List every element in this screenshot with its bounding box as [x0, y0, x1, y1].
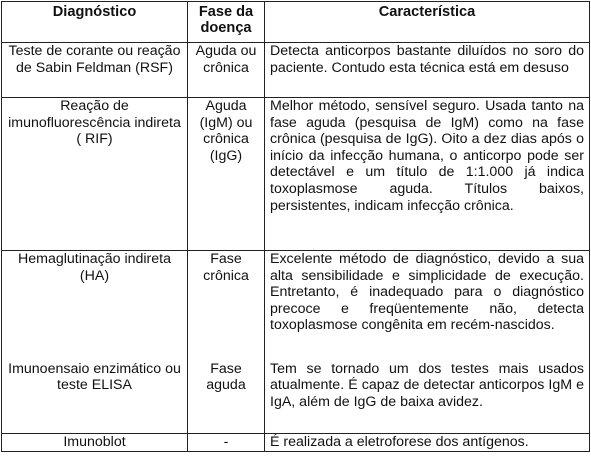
header-caracteristica: Característica [265, 2, 590, 43]
phase-cell: Fase aguda [188, 358, 265, 434]
description-cell: Melhor método, sensível seguro. Usada tanto na fase aguda (pesquisa de IgM) como na fase crônica (pesquisa de IgG). Oito a dez dias após o início da infecção humana, o anticorpo pode ser detectável e um título de 1:1.000 já indica toxoplasmose aguda. Títulos baixos, persistentes, indicam infecção crônica. [265, 98, 590, 251]
description-cell: É realizada a eletroforese dos antígenos. [265, 434, 590, 452]
table-row [2, 434, 590, 452]
table-row [2, 98, 590, 251]
description-cell: Detecta anticorpos bastante diluídos no soro do paciente. Contudo esta técnica está em desuso [265, 43, 590, 98]
table-header-row [2, 2, 590, 43]
table-row [2, 251, 590, 358]
phase-cell: - [188, 434, 265, 452]
phase-cell: Aguda ou crônica [188, 43, 265, 98]
table-row [2, 43, 590, 98]
table-row [2, 358, 590, 434]
method-cell: Imunoensaio enzimático ou teste ELISA [2, 358, 188, 434]
method-cell: Teste de corante ou reação de Sabin Feldman (RSF) [2, 43, 188, 98]
description-cell: Tem se tornado um dos testes mais usados atualmente. É capaz de detectar anticorpos IgM e IgA, além de IgG de baixa avidez. [265, 358, 590, 434]
header-fase-da-doenca: Fase da doença [188, 2, 265, 43]
method-cell: Imunoblot [2, 434, 188, 452]
method-cell: Hemaglutinação indireta (HA) [2, 251, 188, 358]
header-diagnostico: Diagnóstico [2, 2, 188, 43]
phase-cell: Aguda (IgM) ou crônica (IgG) [188, 98, 265, 251]
diagnosis-table [1, 1, 590, 452]
method-cell: Reação de imunofluorescência indireta ( RIF) [2, 98, 188, 251]
description-cell: Excelente método de diagnóstico, devido a sua alta sensibilidade e simplicidade de execução. Entretanto, é inadequado para o diagnóstico precoce e freqüentemente não, detecta toxoplasmose congênita em recém-nascidos. [265, 251, 590, 358]
phase-cell: Fase crônica [188, 251, 265, 358]
